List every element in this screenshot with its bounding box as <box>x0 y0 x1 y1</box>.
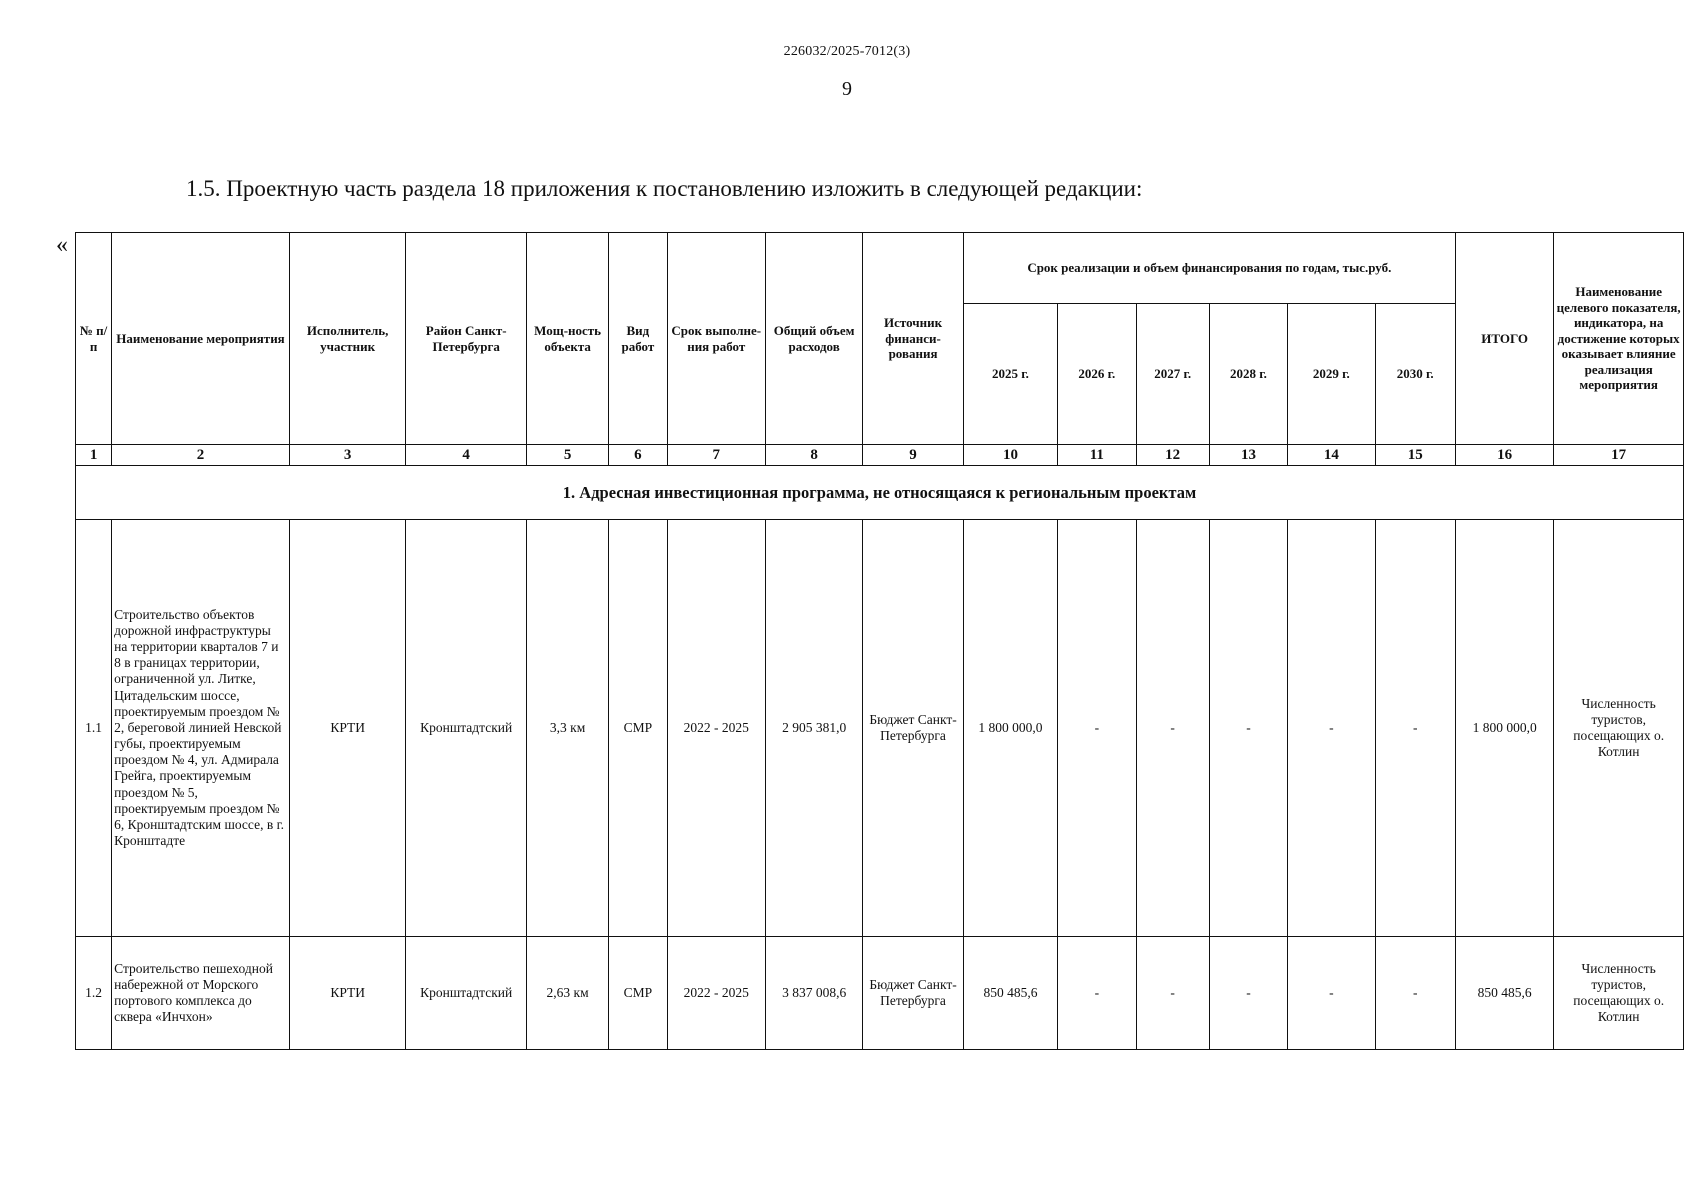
section-title: 1. Адресная инвестиционная программа, не относящаяся к региональным проектам <box>76 466 1684 520</box>
table-header-row <box>76 233 1684 304</box>
section-row <box>76 466 1684 520</box>
table-row <box>76 520 1684 937</box>
header-num: № п/п <box>76 233 112 445</box>
row-year-value: - <box>1209 937 1287 1050</box>
row-year-value: - <box>1058 520 1136 937</box>
column-number: 1 <box>76 445 112 466</box>
row-source: Бюджет Санкт-Петербурга <box>863 520 963 937</box>
row-total-cost: 3 837 008,6 <box>765 937 862 1050</box>
column-number: 9 <box>863 445 963 466</box>
column-number: 4 <box>406 445 527 466</box>
column-number: 2 <box>112 445 290 466</box>
measures-table <box>75 232 1684 1050</box>
column-number: 10 <box>963 445 1057 466</box>
row-year-value: - <box>1136 520 1209 937</box>
column-number: 14 <box>1288 445 1375 466</box>
row-executor: КРТИ <box>289 937 406 1050</box>
row-total-cost: 2 905 381,0 <box>765 520 862 937</box>
row-indicator: Численность туристов, посещающих о. Котлин <box>1554 937 1684 1050</box>
row-year-value: - <box>1375 520 1455 937</box>
header-capacity: Мощ-ность объекта <box>526 233 608 445</box>
document-number: 226032/2025-7012(3) <box>783 44 911 59</box>
column-number: 7 <box>667 445 765 466</box>
header-year: 2029 г. <box>1288 304 1375 445</box>
row-term: 2022 - 2025 <box>667 520 765 937</box>
row-capacity: 2,63 км <box>526 937 608 1050</box>
row-district: Кронштадтский <box>406 937 527 1050</box>
row-executor: КРТИ <box>289 520 406 937</box>
row-name: Строительство объектов дорожной инфраструктуры на территории кварталов 7 и 8 в границах территории, ограниченной ул. Литке, Цитадельским шоссе, проектируемым проездом № 2, береговой линией Невской губы, проектируемым проездом № 4, ул. Адмирала Грейга, проектируемым проездом № 5, проектируемым проездом № 6, Кронштадтским шоссе, в г. Кронштадте <box>112 520 290 937</box>
row-year-value: - <box>1288 937 1375 1050</box>
header-year: 2027 г. <box>1136 304 1209 445</box>
column-number: 13 <box>1209 445 1287 466</box>
header-total: ИТОГО <box>1455 233 1553 445</box>
column-number: 15 <box>1375 445 1455 466</box>
header-year: 2025 г. <box>963 304 1057 445</box>
row-district: Кронштадтский <box>406 520 527 937</box>
header-year: 2026 г. <box>1058 304 1136 445</box>
table-row <box>76 937 1684 1050</box>
header-executor: Исполнитель, участник <box>289 233 406 445</box>
row-total: 1 800 000,0 <box>1455 520 1553 937</box>
row-source: Бюджет Санкт-Петербурга <box>863 937 963 1050</box>
header-total-cost: Общий объем расходов <box>765 233 862 445</box>
row-indicator: Численность туристов, посещающих о. Котлин <box>1554 520 1684 937</box>
header-year: 2028 г. <box>1209 304 1287 445</box>
column-number: 11 <box>1058 445 1136 466</box>
row-year-value: - <box>1136 937 1209 1050</box>
column-number: 12 <box>1136 445 1209 466</box>
row-num: 1.1 <box>76 520 112 937</box>
column-number: 5 <box>526 445 608 466</box>
header-term: Срок выполне-ния работ <box>667 233 765 445</box>
header-work-type: Вид работ <box>609 233 667 445</box>
row-year-value: - <box>1209 520 1287 937</box>
row-work-type: СМР <box>609 937 667 1050</box>
column-number: 8 <box>765 445 862 466</box>
row-num: 1.2 <box>76 937 112 1050</box>
row-year-value: - <box>1058 937 1136 1050</box>
intro-paragraph: 1.5. Проектную часть раздела 18 приложения к постановлению изложить в следующей редакции: <box>186 176 1143 201</box>
row-work-type: СМР <box>609 520 667 937</box>
column-number: 16 <box>1455 445 1553 466</box>
page-number: 9 <box>842 78 852 100</box>
row-year-value: 1 800 000,0 <box>963 520 1057 937</box>
header-source: Источник финанси-рования <box>863 233 963 445</box>
opening-quote-mark: « <box>56 232 68 258</box>
header-year: 2030 г. <box>1375 304 1455 445</box>
header-years-group: Срок реализации и объем финансирования по годам, тыс.руб. <box>963 233 1455 304</box>
row-capacity: 3,3 км <box>526 520 608 937</box>
row-year-value: - <box>1288 520 1375 937</box>
column-numbers-row <box>76 445 1684 466</box>
row-total: 850 485,6 <box>1455 937 1553 1050</box>
row-year-value: 850 485,6 <box>963 937 1057 1050</box>
column-number: 17 <box>1554 445 1684 466</box>
header-district: Район Санкт-Петербурга <box>406 233 527 445</box>
row-term: 2022 - 2025 <box>667 937 765 1050</box>
column-number: 3 <box>289 445 406 466</box>
row-name: Строительство пешеходной набережной от Морского портового комплекса до сквера «Инчхон» <box>112 937 290 1050</box>
row-year-value: - <box>1375 937 1455 1050</box>
header-name: Наименование мероприятия <box>112 233 290 445</box>
column-number: 6 <box>609 445 667 466</box>
header-indicator: Наименование целевого показателя, индикатора, на достижение которых оказывает влияние реализация мероприятия <box>1554 233 1684 445</box>
